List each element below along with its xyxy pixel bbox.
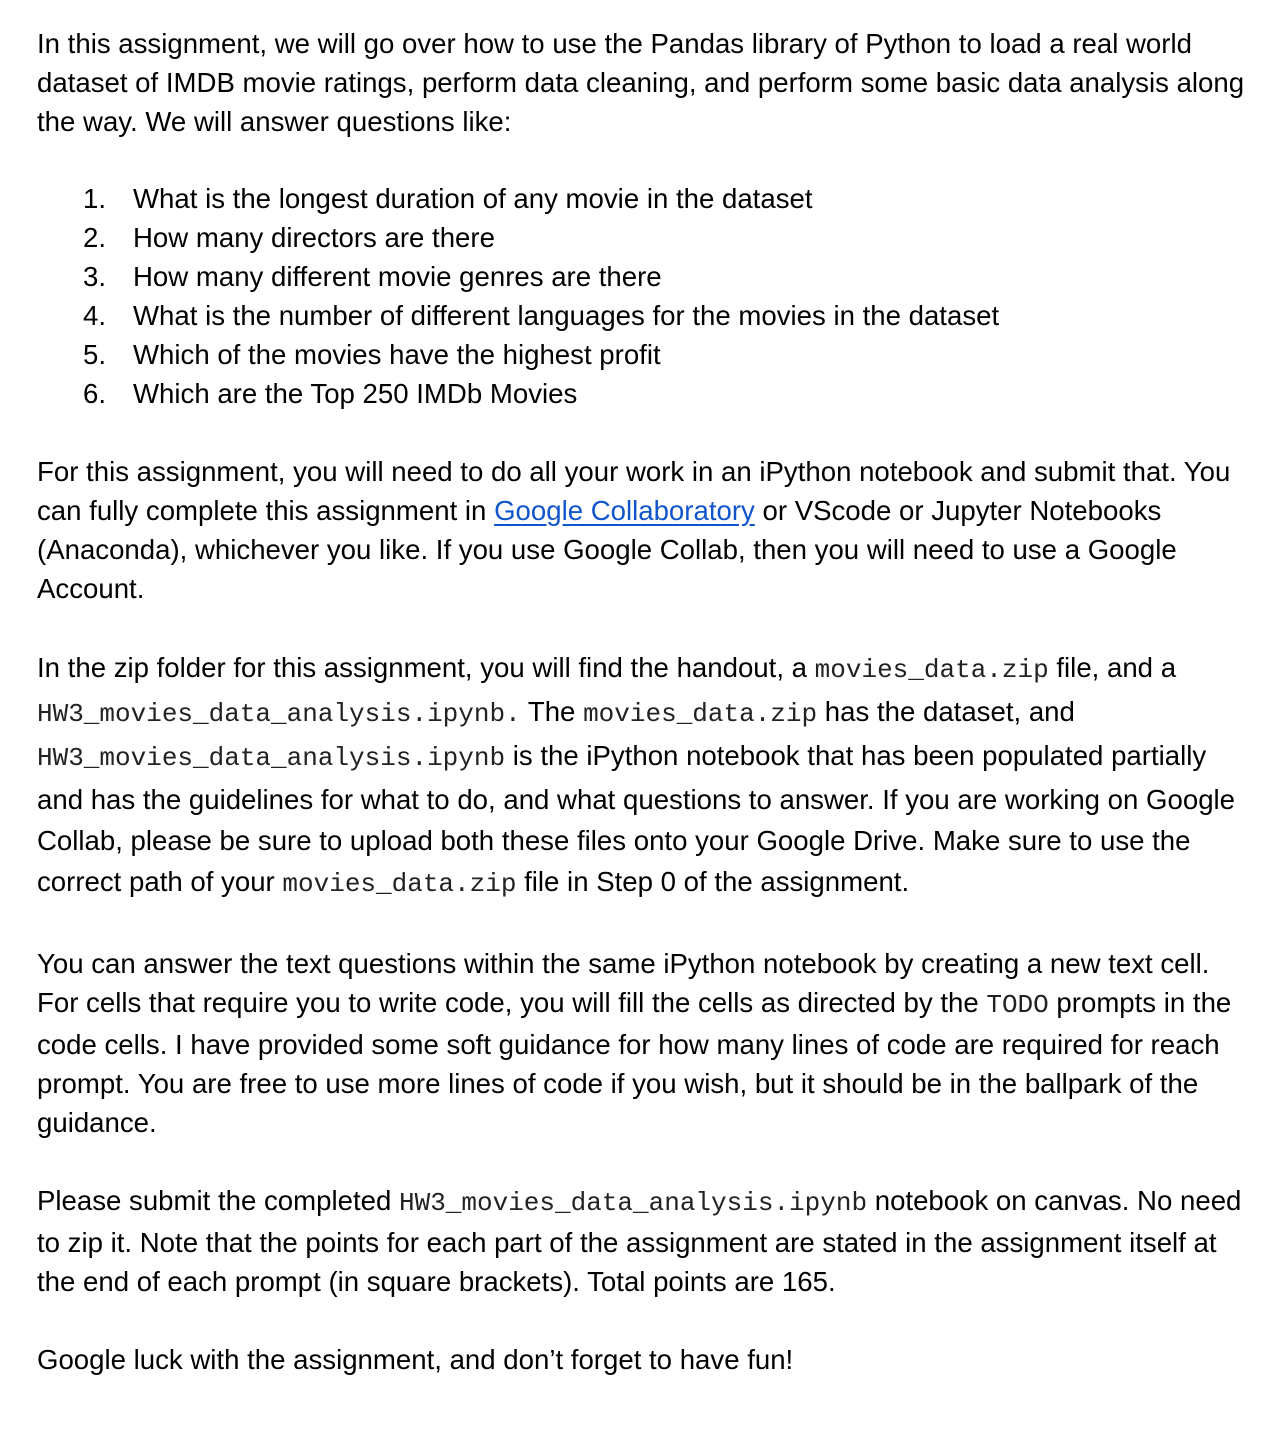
list-item [37,218,1252,257]
cells-paragraph [37,944,1252,1142]
submit-paragraph [37,1181,1252,1301]
filename-code: movies_data.zip [814,655,1049,685]
files-text-4: has the dataset, and [817,696,1075,727]
list-item [37,296,1252,335]
list-item-text: What is the longest duration of any movie in the dataset [133,183,813,214]
list-item-text: How many different movie genres are there [133,261,662,292]
list-item-number: 4. [83,300,107,331]
tools-paragraph [37,452,1252,608]
files-text-2: file, and a [1048,652,1177,683]
filename-code: movies_data.zip [583,699,818,729]
files-text-5: is the iPython notebook that has been populated partially and has the guidelines for what to do, and what questions to answer. If you are working on Google Collab, please be sure to upload both these files onto your Google Drive. Make sure to use the correct path of your [37,740,1236,897]
list-item [37,335,1252,374]
google-colab-link[interactable]: Google Collaboratory [494,495,755,526]
list-item-number: 5. [83,339,107,370]
list-item [37,179,1252,218]
cells-text-2: prompts in the code cells. I have provided some soft guidance for how many lines of code are required for reach prompt. You are free to use more lines of code if you wish, but it should be in the ballpark of the guidance. [37,987,1232,1138]
files-text-6: file in Step 0 of the assignment. [516,866,910,897]
list-item [37,374,1252,413]
tools-text-1: For this assignment, you will need to do all your work in an iPython notebook and submit that. You can fully complete this assignment in [37,456,1231,526]
filename-code: movies_data.zip [282,869,517,899]
filename-code: HW3_movies_data_analysis.ipynb [37,743,506,773]
files-text-3: The [520,696,584,727]
document-page [37,24,1252,1379]
cells-text-1: You can answer the text questions within the same iPython notebook by creating a new text cell. For cells that require you to write code, you will fill the cells as directed by the [37,948,1210,1018]
filename-code: HW3_movies_data_analysis.ipynb. [37,699,521,729]
list-item-text: What is the number of different languages for the movies in the dataset [133,300,1000,331]
questions-list [37,179,1252,413]
files-paragraph [37,647,1252,905]
files-text-1: In the zip folder for this assignment, you will find the handout, a [37,652,815,683]
submit-text-2: notebook on canvas. No need to zip it. Note that the points for each part of the assignment are stated in the assignment itself at the end of each prompt (in square brackets). Total points are 165. [37,1185,1242,1297]
list-item-text: How many directors are there [133,222,495,253]
list-item-text: Which of the movies have the highest profit [133,339,661,370]
list-item-number: 6. [83,378,107,409]
tools-text-2: or VScode or Jupyter Notebooks (Anaconda), whichever you like. If you use Google Collab, then you will need to use a Google Account. [37,495,1177,604]
list-item-text: Which are the Top 250 IMDb Movies [133,378,578,409]
submit-text-1: Please submit the completed [37,1185,399,1216]
todo-code: TODO [986,990,1049,1020]
list-item-number: 1. [83,183,107,214]
intro-paragraph: In this assignment, we will go over how to use the Pandas library of Python to load a real world dataset of IMDB movie ratings, perform data cleaning, and perform some basic data analysis along the way. We will answer questions like: [37,28,1245,137]
list-item-number: 2. [83,222,107,253]
list-item [37,257,1252,296]
closing-paragraph: Google luck with the assignment, and don’t forget to have fun! [37,1344,794,1375]
list-item-number: 3. [83,261,107,292]
filename-code: HW3_movies_data_analysis.ipynb [398,1188,868,1218]
